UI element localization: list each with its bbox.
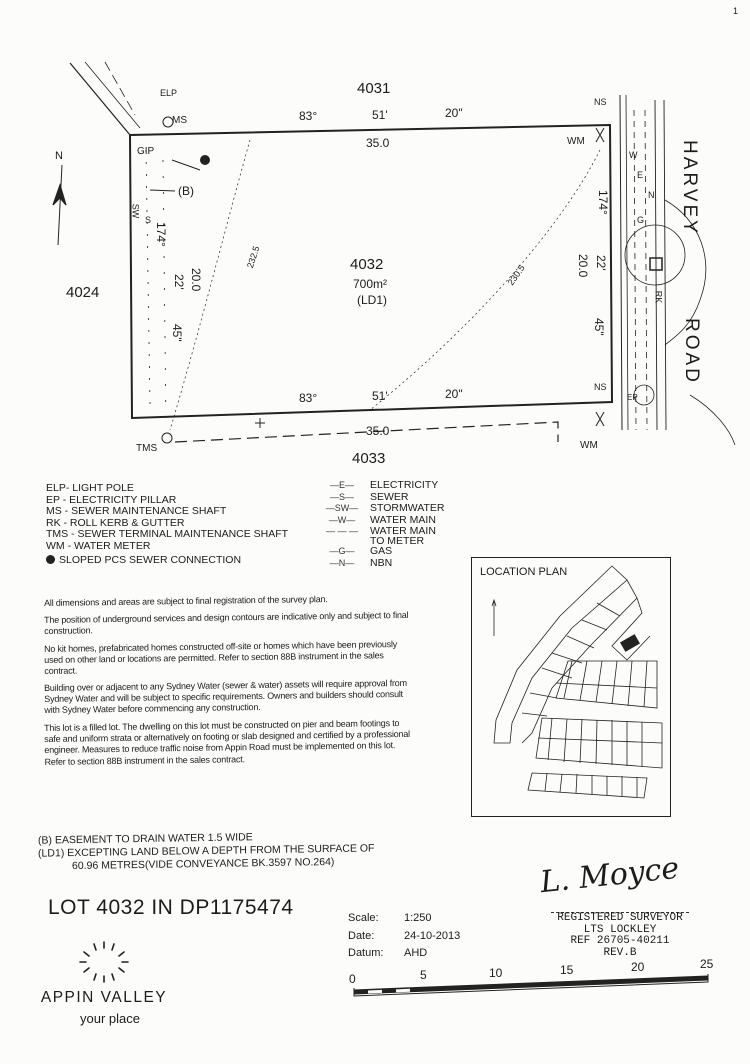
- label-gip: GIP: [137, 146, 155, 157]
- scale-value: 1:250: [404, 912, 432, 924]
- road-name-road: ROAD: [681, 318, 702, 385]
- legend-item: MS - SEWER MAINTENANCE SHAFT: [46, 505, 227, 518]
- page-mark: 1: [733, 6, 739, 16]
- legend: [46, 483, 288, 566]
- service-code: —SW—: [325, 503, 359, 514]
- service-name: ELECTRICITY: [370, 479, 439, 491]
- service-code: —S—: [329, 491, 354, 502]
- bearing-south-sec: 20": [445, 387, 463, 401]
- service-name: NBN: [370, 556, 393, 569]
- neighbour-lot-north: 4031: [357, 80, 391, 97]
- service-code: —W—: [328, 514, 356, 525]
- label-elp: ELP: [160, 88, 178, 98]
- contour-label-west: 232.5: [245, 244, 262, 270]
- easement-marker: (B): [178, 184, 194, 198]
- legend-item: RK - ROLL KERB & GUTTER: [46, 516, 185, 529]
- location-plan: [471, 557, 671, 817]
- plan-meta: [348, 910, 460, 963]
- label-ns-bottom: NS: [594, 382, 607, 392]
- sloped-pcs-connection-icon: [200, 155, 210, 165]
- lot-restriction-ref: (LD1): [357, 293, 388, 307]
- legend-item: EP - ELECTRICITY PILLAR: [46, 493, 177, 506]
- splay-line: [70, 63, 130, 135]
- scale-tick-25: 25: [700, 957, 714, 971]
- code-electricity: E: [637, 170, 644, 180]
- bearing-east-sec: 45": [592, 318, 606, 336]
- service-code: —N—: [329, 557, 355, 568]
- sloped-connection-icon: [46, 555, 55, 564]
- neighbour-lot-south: 4033: [352, 450, 386, 467]
- dimension-south: 35.0: [366, 424, 390, 438]
- dimension-north: 35.0: [366, 136, 390, 150]
- service-name: GAS: [370, 545, 393, 558]
- contour-east: [370, 150, 600, 410]
- note: The position of underground services and design contours are indicative only and subject to final construction.: [44, 610, 409, 637]
- surveyor-name: LTS LOCKLEY: [583, 923, 657, 936]
- service-name: WATER MAIN: [370, 513, 436, 526]
- code-water: W: [629, 150, 638, 160]
- label-rk: RK: [653, 290, 664, 304]
- code-sewer: S: [145, 215, 152, 225]
- bearing-north-sec: 20": [445, 106, 463, 120]
- scale-bar: [344, 957, 724, 1002]
- label-wm-top: WM: [567, 136, 585, 147]
- legend-item: SLOPED PCS SEWER CONNECTION: [59, 553, 242, 566]
- legend-item: ELP- LIGHT POLE: [46, 482, 134, 494]
- service-name: STORMWATER: [370, 502, 445, 515]
- date-value: 24-10-2013: [404, 929, 461, 942]
- bearing-west-deg: 174°: [154, 222, 168, 247]
- bearing-south-deg: 83°: [299, 391, 318, 405]
- dimension-west: 20.0: [189, 268, 203, 292]
- scale-tick-15: 15: [560, 963, 574, 977]
- date-label: Date:: [348, 929, 375, 942]
- legend-item: WM - WATER METER: [46, 539, 151, 552]
- easement-line-1: (B) EASEMENT TO DRAIN WATER 1.5 WIDE: [37, 831, 253, 847]
- bearing-west-sec: 45": [170, 324, 184, 342]
- road-name-harvey: HARVEY: [679, 140, 700, 236]
- bearing-east-deg: 174°: [596, 190, 610, 215]
- service-code: — — —: [325, 526, 358, 537]
- surveyor-rev: REV.B: [603, 946, 637, 959]
- datum-label: Datum:: [348, 947, 384, 959]
- label-ms: MS: [172, 115, 187, 126]
- survey-plan-drawing: [0, 0, 750, 480]
- scale-tick-10: 10: [489, 966, 503, 980]
- easement-notes: [38, 832, 374, 871]
- bearing-east-min: 22': [594, 255, 608, 271]
- code-gas: G: [637, 215, 645, 225]
- note: No kit homes, prefabricated homes constructed off-site or homes which have been previously used on other land or locations are permitted. Refer to section 88B instrument in the sales contract.: [44, 638, 398, 677]
- bearing-north-min: 51': [372, 108, 388, 122]
- brand-name: APPIN VALLEY: [40, 989, 168, 1006]
- surveyor-ref: REF 26705-40211: [570, 935, 670, 947]
- legend-item-sloped: [46, 555, 288, 567]
- label-tms: TMS: [136, 443, 158, 454]
- easement-line-2: (LD1) EXCEPTING LAND BELOW A DEPTH FROM THE SURFACE OF: [37, 842, 375, 860]
- bearing-north-deg: 83°: [299, 109, 318, 123]
- contour-label-east: 230.5: [505, 262, 527, 288]
- label-wm-bottom: WM: [580, 440, 598, 451]
- legend-item: TMS - SEWER TERMINAL MAINTENANCE SHAFT: [46, 528, 289, 541]
- north-label: N: [55, 150, 63, 162]
- surveyor-block: [520, 912, 720, 959]
- scale-label: Scale:: [348, 912, 379, 924]
- bearing-west-min: 22': [172, 274, 186, 290]
- label-ns-top: NS: [594, 97, 607, 107]
- lot-highlight: [621, 635, 640, 652]
- code-stormwater: SW: [130, 203, 141, 219]
- location-plan-map: [472, 558, 670, 816]
- scale-tick-5: 5: [420, 968, 427, 982]
- service-code: —E—: [329, 480, 354, 490]
- location-north-arrow: [492, 600, 496, 636]
- services-legend: [314, 480, 450, 570]
- bearing-south-min: 51': [372, 389, 388, 403]
- note: Building over or adjacent to any Sydney Water (sewer & water) assets will require approval from Sydney Water and will be subject to specific requirements. Owners and builders should consult with Sydney Water before commencing any construction.: [44, 678, 407, 716]
- neighbour-lot-west: 4024: [66, 284, 100, 301]
- service-name: WATER MAIN TO METER: [370, 525, 436, 548]
- brand-logo: [34, 938, 174, 1026]
- note: This lot is a filled lot. The dwelling on this lot must be constructed on pier and beam footings to safe and uniform strata or alternatively on footing or slab designed and certified by a professional engineer. Measures to reduce traffic noise from Appin Road must be implemented on this lot. Refer to section 88B instrument in the sales contract.: [44, 717, 410, 767]
- lot-number: 4032: [350, 256, 384, 273]
- datum-value: AHD: [404, 947, 428, 959]
- page-title: LOT 4032 IN DP1175474: [48, 896, 294, 919]
- sunburst-icon: [74, 938, 134, 984]
- surveyor-signature: L. Moyce: [538, 850, 681, 901]
- surveyor-title: REGISTERED SURVEYOR: [551, 912, 688, 925]
- scale-tick-0: 0: [349, 972, 356, 986]
- service-name: SEWER: [370, 490, 409, 503]
- tms-pit: [162, 433, 172, 443]
- notes: [44, 594, 414, 774]
- dimension-east: 20.0: [576, 254, 590, 278]
- scale-tick-20: 20: [631, 960, 645, 974]
- label-ep: EP: [627, 393, 638, 402]
- code-nbn: N: [648, 190, 655, 200]
- note: All dimensions and areas are subject to final registration of the survey plan.: [44, 594, 328, 608]
- location-plan-title: LOCATION PLAN: [480, 566, 568, 578]
- service-code: —G—: [329, 546, 355, 557]
- lot-area: 700m²: [353, 277, 388, 291]
- brand-tagline: your place: [80, 1011, 140, 1026]
- easement-line-3: 60.96 METRES(VIDE CONVEYANCE BK.3597 NO.264): [71, 855, 335, 873]
